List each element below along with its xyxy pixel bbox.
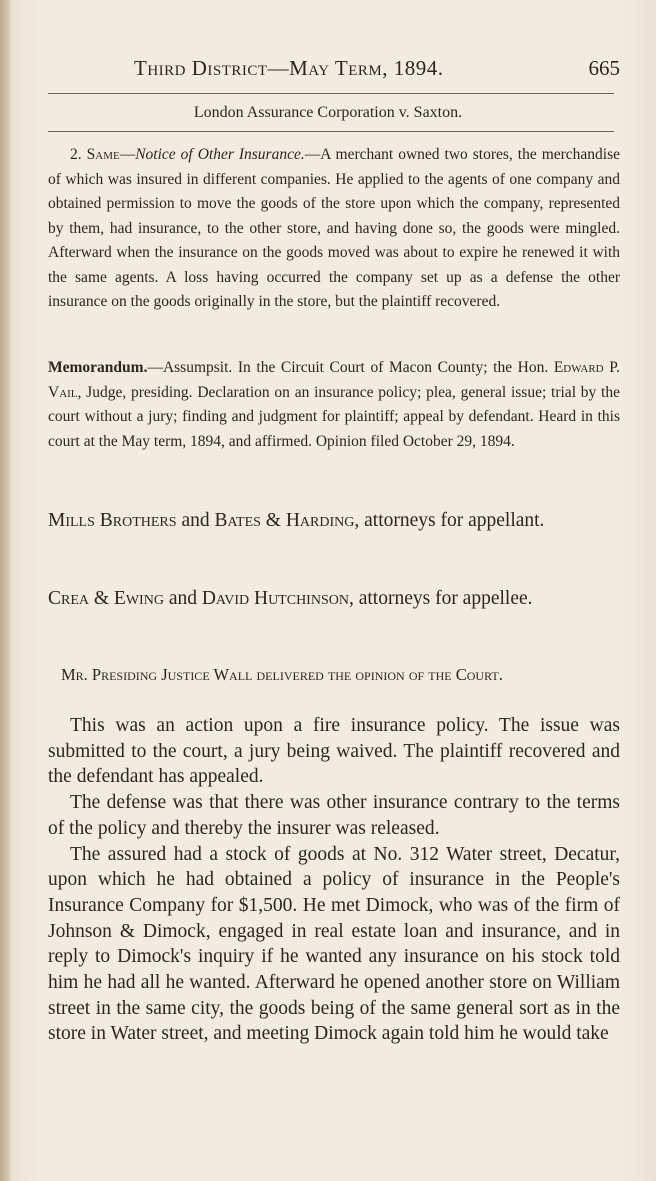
memorandum-paragraph	[48, 356, 620, 454]
appellant-role: , attorneys for appellant.	[354, 510, 545, 531]
appellee-role: , attorneys for appellee.	[348, 588, 533, 609]
page-header	[134, 56, 620, 86]
opinion-body	[48, 713, 620, 1047]
headnote-topic: Notice of Other Insurance.	[135, 146, 305, 163]
counsel-appellee	[48, 585, 620, 612]
memorandum-label: Memorandum.	[48, 359, 148, 376]
appellant-counsel-2: Bates & Harding	[214, 510, 355, 531]
memorandum-text-2: , Judge, presiding. Declaration on an insurance policy; plea, general issue; trial by the court without a jury; finding and judgment for plaintiff; appeal by defendant. Heard in this court at the May term, 1894, and affirmed. Opinion filed October 29, 1894.	[48, 383, 620, 450]
headnote	[48, 143, 620, 315]
counsel-appellant-paragraph	[48, 507, 620, 534]
memorandum-text-1: —Assumpsit. In the Circuit Court of Macon County; the Hon.	[147, 359, 554, 376]
opinion-intro-text: Mr. Presiding Justice Wall delivered the opinion of the Court.	[61, 665, 503, 684]
appellee-counsel-2: David Hutchinson	[201, 588, 349, 609]
opinion-paragraph: The assured had a stock of goods at No. 312 Water street, Decatur, upon which he had obtained a policy of insurance in the People's Insurance Company for $1,500. He met Dimock, who was of the firm of Johnson & Dimock, engaged in real estate loan and insurance, and in reply to Dimock's inquiry if he wanted any insurance on his stock told him he had all he wanted. Afterward he opened another store on William street in the same city, the goods being of the same general sort as in the store in Water street, and meeting Dimock again told him he would take	[48, 843, 620, 1045]
opinion-intro	[48, 664, 620, 686]
opinion-paragraph: The defense was that there was other insurance contrary to the terms of the policy and thereby the insurer was released.	[48, 792, 620, 839]
counsel-appellee-paragraph	[48, 585, 620, 612]
appellee-counsel-1: Crea & Ewing	[48, 588, 164, 609]
case-title-rule	[48, 131, 614, 132]
appellant-counsel-1: Mills Brothers	[48, 510, 177, 531]
headnote-lead: Same	[86, 146, 120, 163]
running-head: Third District—May Term, 1894.	[134, 56, 444, 80]
headnote-text: —A merchant owned two stores, the merchandise of which was insured in different companies. He applied to the agents of one company and obtained permission to move the goods of the store upon which the company, represented by them, had insurance, to the other store, and having done so, the goods were mingled. Afterward when the insurance on the goods moved was about to expire he renewed it with the same agents. A loss having occurred the company set up as a defense the other insurance on the goods originally in the store, but the plaintiff recovered.	[48, 146, 621, 310]
page-number: 665	[588, 56, 620, 80]
counsel-appellant	[48, 507, 620, 534]
headnote-paragraph: 2. Same—Notice of Other Insurance.—A merchant owned two stores, the merchandise of which was insured in different companies. He applied to the agents of one company and obtained permission to move the goods of the store upon which the company, represented by them, had insurance, to the other store, and having done so, the goods were mingled. Afterward when the insurance on the goods moved was about to expire he renewed it with the same agents. A loss having occurred the company set up as a defense the other insurance on the goods originally in the store, but the plaintiff recovered.	[48, 146, 621, 310]
appellant-and: and	[176, 510, 215, 531]
opinion-paragraph: This was an action upon a fire insurance policy. The issue was submitted to the court, a jury being waived. The plaintiff recovered and the defendant has appealed.	[48, 715, 620, 788]
memorandum-judge: Edward P. Vail	[48, 359, 620, 401]
case-title: London Assurance Corporation v. Saxton.	[193, 104, 463, 121]
memorandum	[48, 356, 620, 454]
book-binding-edge	[0, 0, 10, 1181]
header-rule	[48, 93, 614, 94]
appellee-and: and	[163, 588, 202, 609]
headnote-number: 2.	[70, 146, 82, 163]
